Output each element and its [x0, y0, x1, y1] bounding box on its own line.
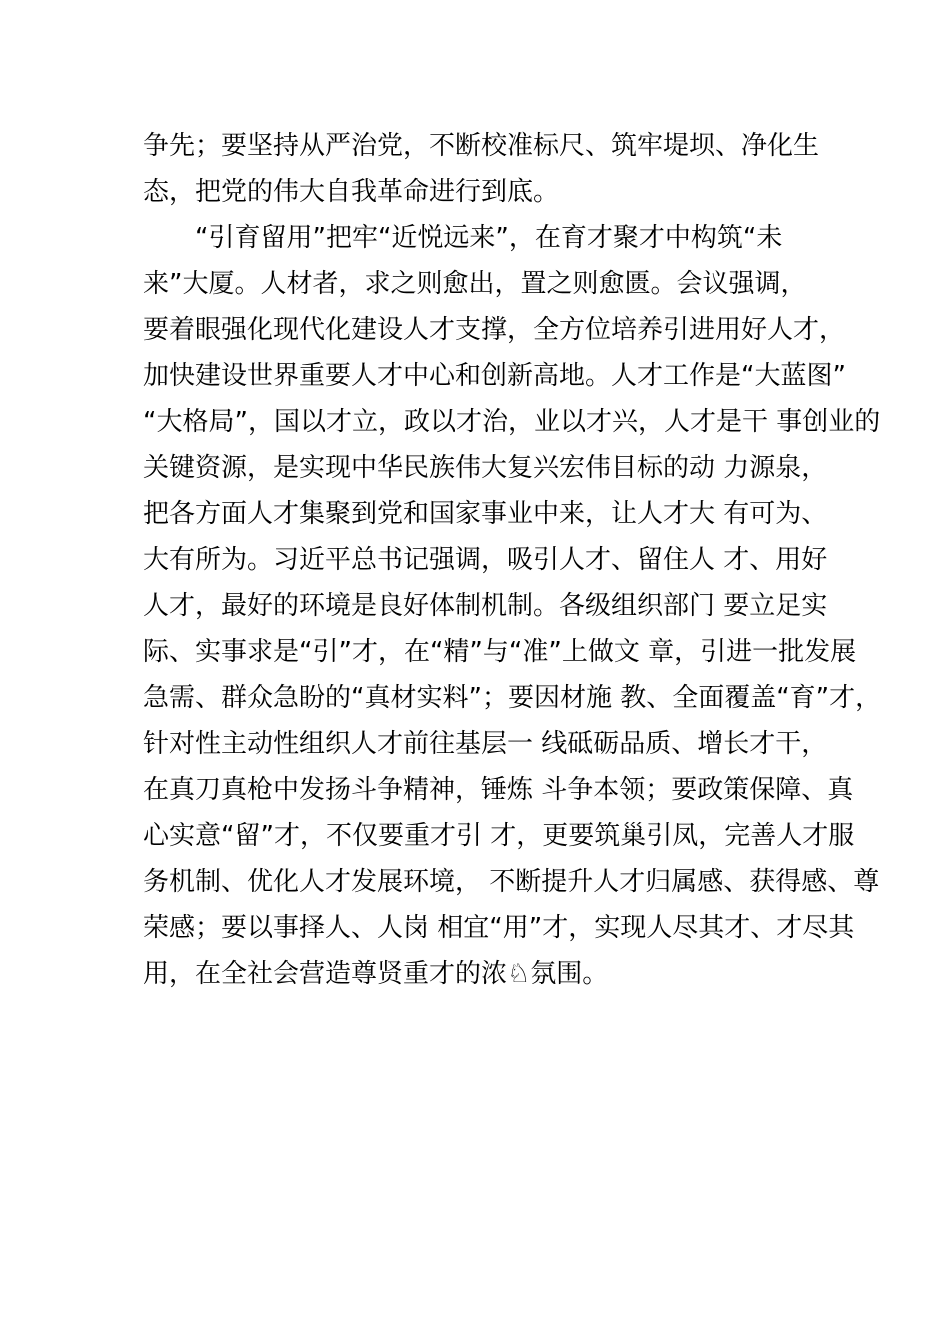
text-line: 人才，最好的环境是良好体制机制。各级组织部门 要立足实: [143, 591, 828, 621]
text-line: 要着眼强化现代化建设人才支撑，全方位培养引进用好人才，: [143, 315, 846, 345]
text-line: “大格局”，国以才立，政以才治，业以才兴，人才是干 事创业的: [143, 407, 881, 437]
text-line: 心实意“留”才，不仅要重才引 才，更要筑巢引凤，完善人才服: [143, 821, 855, 851]
text-line: 加快建设世界重要人才中心和创新高地。人才工作是“大蓝图”: [143, 361, 846, 391]
text-line: 务机制、优化人才发展环境， 不断提升人才归属感、获得感、尊: [143, 867, 880, 897]
text-line: 在真刀真枪中发扬斗争精神，锤炼 斗争本领；要政策保障、真: [143, 775, 854, 805]
text-line: 态，把党的伟大自我革命进行到底。: [143, 177, 560, 207]
text-line: 关键资源，是实现中华民族伟大复兴宏伟目标的动 力源泉，: [143, 453, 828, 483]
text-line: 荣感；要以事择人、人岗 相宜“用”才，实现人尽其才、才尽其: [143, 913, 855, 943]
text-line: 用，在全社会营造尊贤重才的浓♘氛围。: [143, 959, 609, 989]
text-line: 急需、群众急盼的“真材实料”；要因材施 教、全面覆盖“育”才，: [143, 683, 882, 713]
text-line: 把各方面人才集聚到党和国家事业中来，让人才大 有可为、: [143, 499, 828, 529]
paragraph-start-line: “引育留用”把牢“近悦远来”，在育才聚才中构筑“未: [195, 223, 783, 253]
text-line: 针对性主动性组织人才前往基层一 线砥砺品质、增长才干，: [143, 729, 828, 759]
text-line: 大有所为。习近平总书记强调，吸引人才、留住人 才、用好: [143, 545, 828, 575]
text-line: 争先；要坚持从严治党，不断校准标尺、筑牢堤坝、净化生: [143, 131, 820, 161]
text-line: 来”大厦。人材者，求之则愈出，置之则愈匮。会议强调，: [143, 269, 807, 299]
body-text: [143, 123, 882, 997]
text-line: 际、实事求是“引”才，在“精”与“准”上做文 章，引进一批发展: [143, 637, 857, 667]
